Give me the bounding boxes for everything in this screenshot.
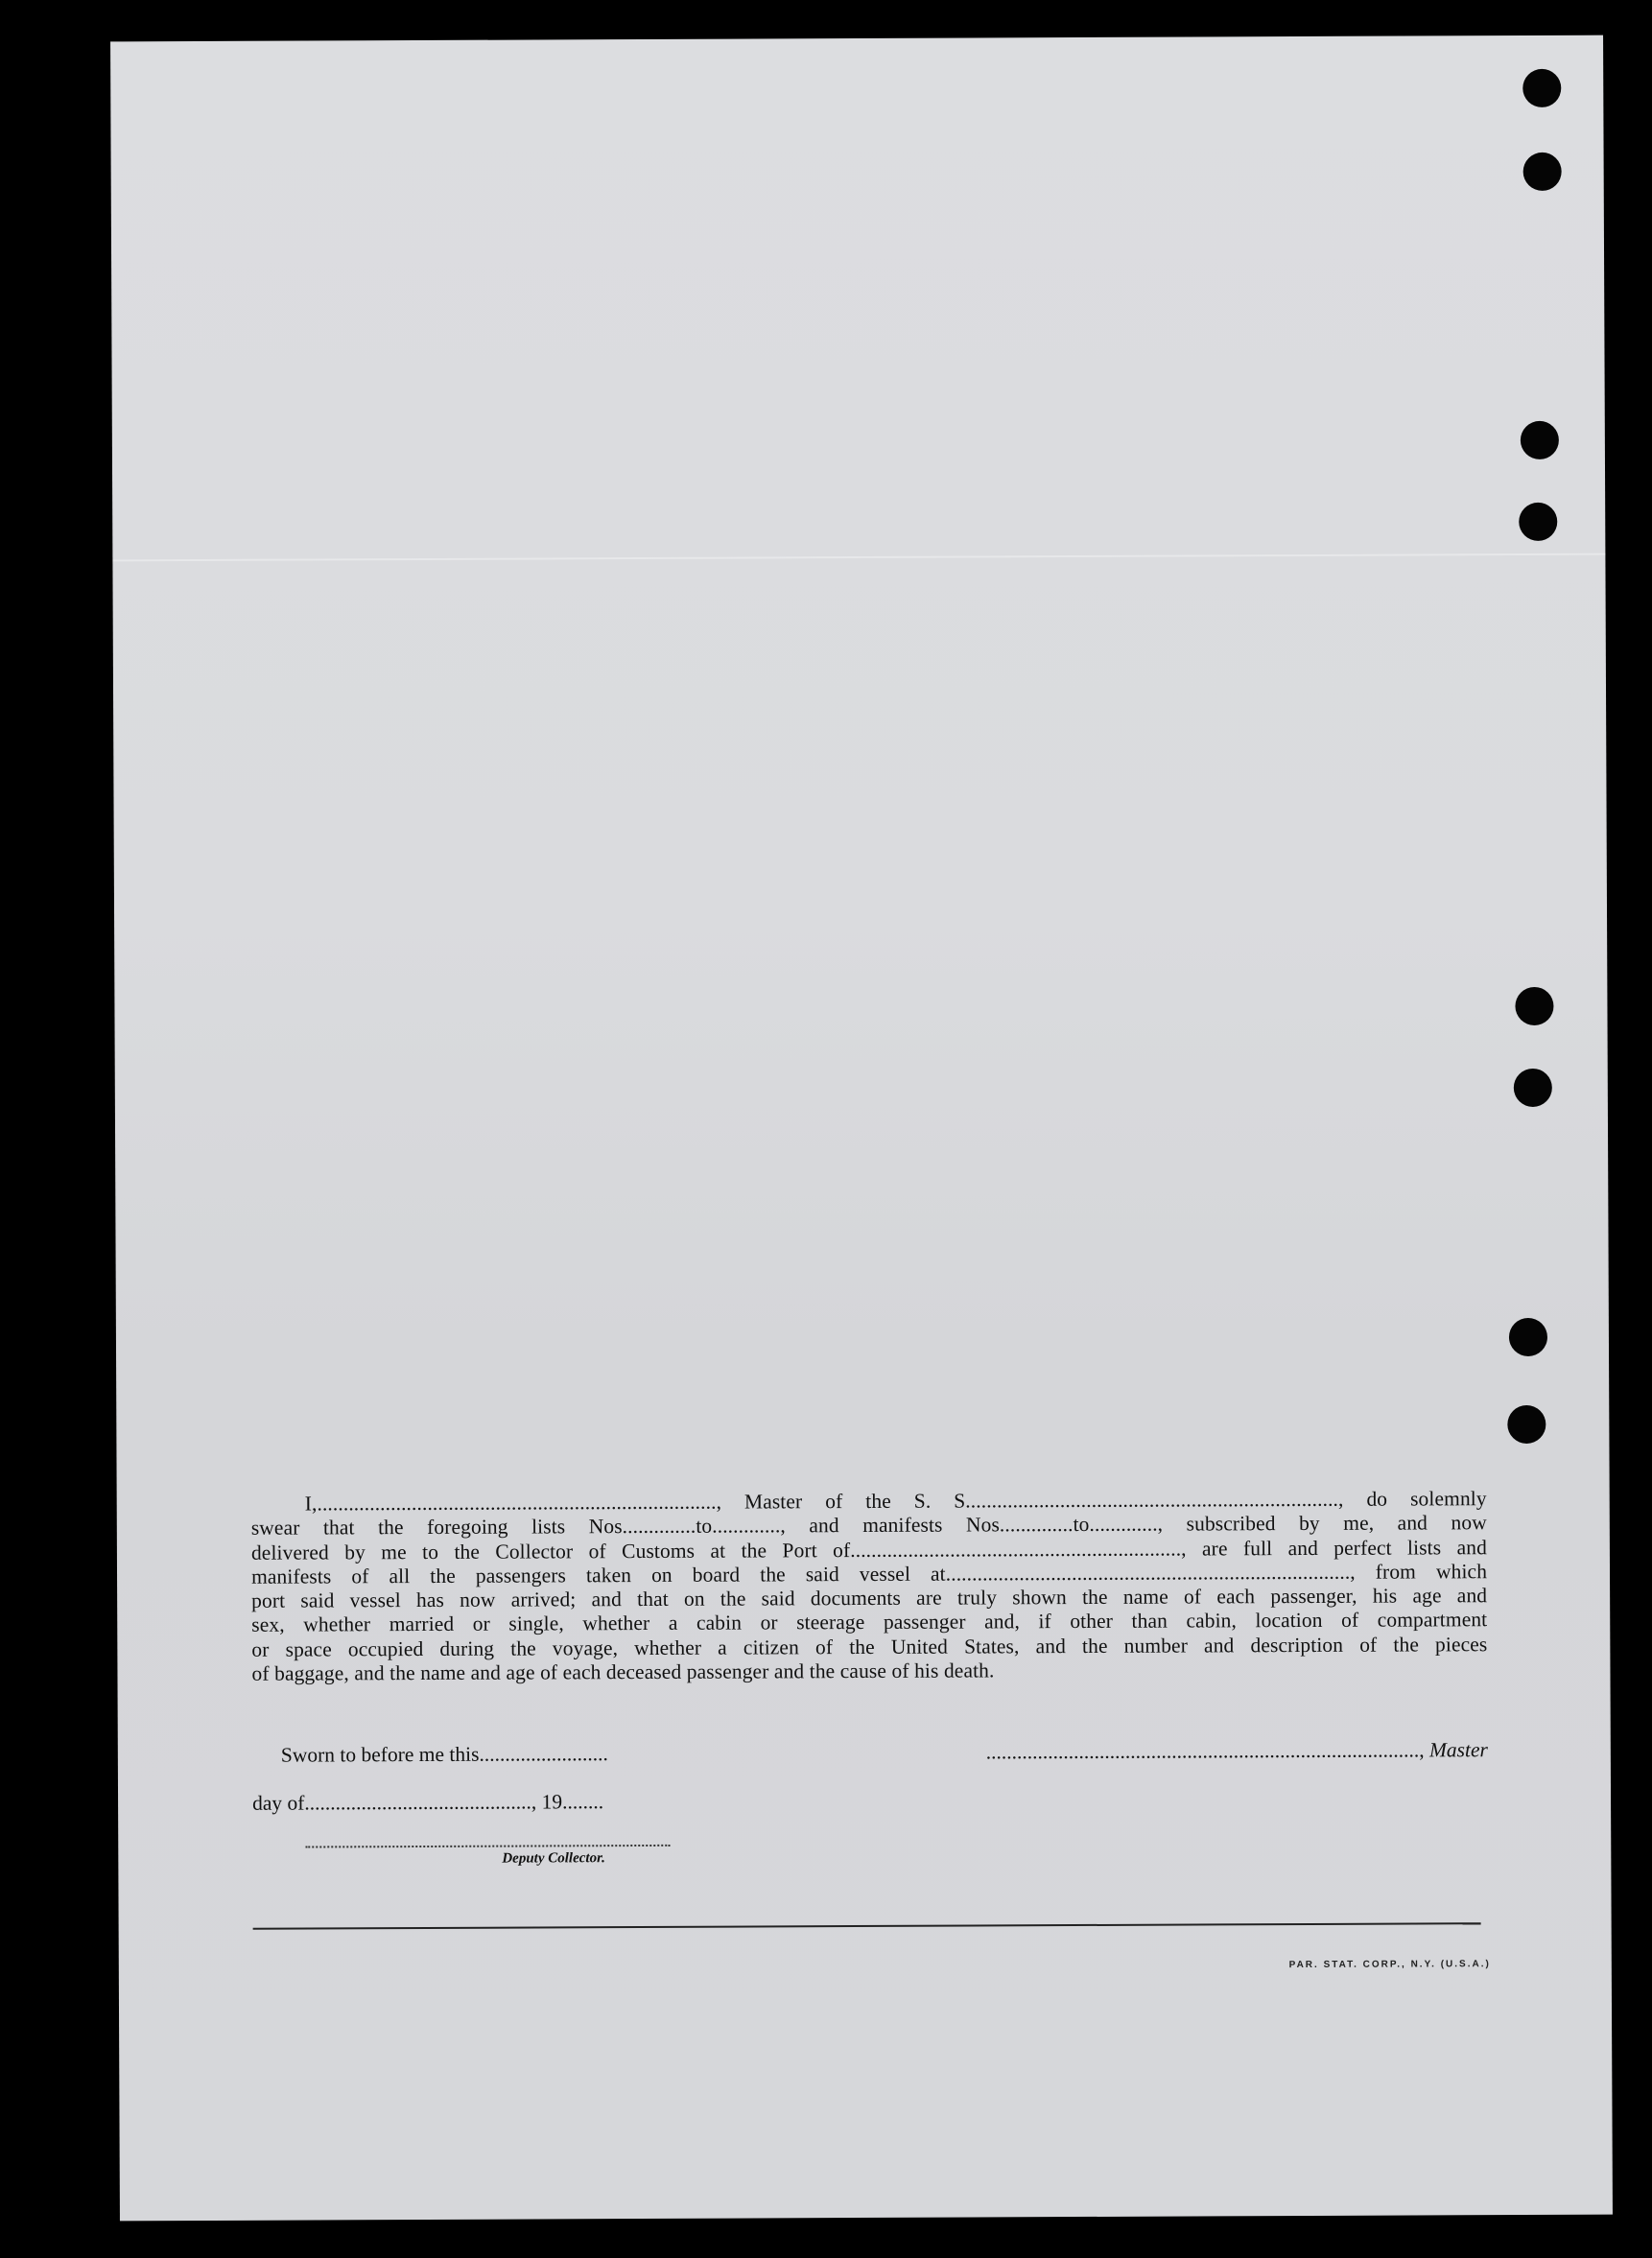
sworn-statement: Sworn to before me this.........................	[280, 1742, 608, 1767]
oath-line: port said vessel has now arrived; and that on the said documents are truly shown the name of each passenger, his age and	[251, 1584, 1488, 1612]
punch-hole	[1519, 503, 1557, 541]
punch-hole	[1509, 1318, 1547, 1356]
deputy-collector-label: Deputy Collector.	[502, 1850, 605, 1867]
oath-line: sex, whether married or single, whether a cabin or steerage passenger and, if other than cabin, location of compartment	[251, 1608, 1488, 1637]
punch-hole	[1522, 69, 1561, 107]
day-of-line: day of............................................, 19........	[252, 1790, 604, 1815]
oath-line: manifests of all the passengers taken on board the said vessel at............................................................................., from which	[250, 1560, 1488, 1588]
punch-hole	[1514, 1069, 1552, 1107]
oath-line: of baggage, and the name and age of each deceased passenger and the cause of his death.	[251, 1658, 995, 1685]
deputy-signature-line	[305, 1823, 670, 1848]
master-signature-dots: ....................................................................................,	[985, 1738, 1425, 1764]
fold-line	[112, 553, 1605, 562]
oath-line: I,............................................................................, Master of the S. S......................................................................., do solemnly	[304, 1487, 1487, 1516]
horizontal-rule	[253, 1922, 1481, 1930]
punch-hole	[1521, 421, 1559, 459]
punch-hole	[1523, 153, 1562, 191]
master-label: Master	[1428, 1738, 1488, 1762]
document-sheet	[110, 35, 1613, 2222]
printer-imprint: PAR. STAT. CORP., N.Y. (U.S.A.)	[1288, 1959, 1491, 1971]
master-signature-line	[981, 1738, 1488, 1764]
punch-hole	[1515, 987, 1553, 1025]
punch-hole	[1507, 1405, 1546, 1444]
oath-line: delivered by me to the Collector of Customs at the Port of..............................................................., are full and perfect lists and	[250, 1535, 1487, 1564]
oath-line: swear that the foregoing lists Nos..............to............., and manifests Nos..............to............., subscribed by me, and now	[250, 1511, 1487, 1541]
oath-paragraph	[251, 1487, 1488, 1686]
oath-line: or space occupied during the voyage, whether a citizen of the United States, and the number and description of the pieces	[251, 1632, 1488, 1661]
